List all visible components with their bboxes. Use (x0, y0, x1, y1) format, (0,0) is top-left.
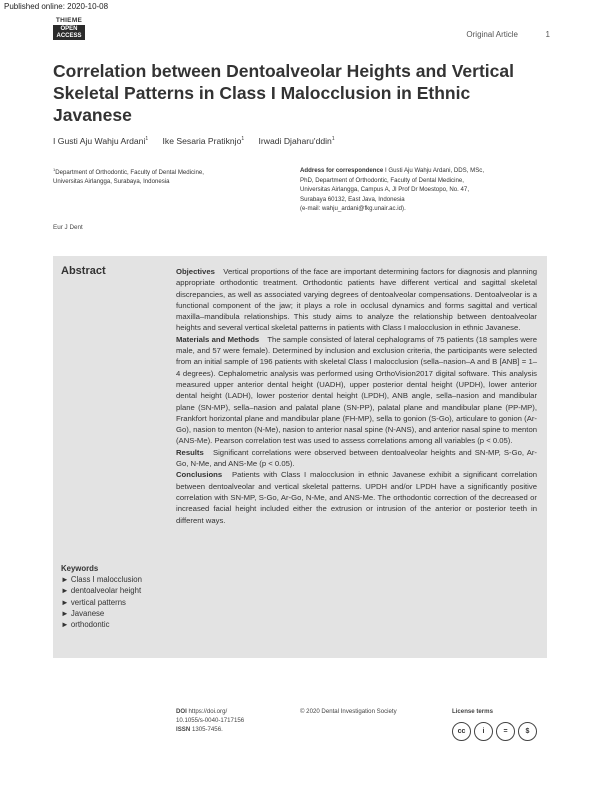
abstract-results (176, 447, 537, 470)
author-affiliation-marker: 1 (145, 136, 149, 143)
issn-label: ISSN (176, 726, 191, 733)
keyword-item: ► orthodontic (61, 620, 110, 630)
doi-id[interactable]: 10.1055/s-0040-1717156 (176, 717, 245, 724)
doi-label: DOI (176, 708, 187, 715)
cc-nd-icon: = (496, 722, 515, 741)
published-online-date: Published online: 2020-10-08 (4, 2, 109, 11)
cc-icon: cc (452, 722, 471, 741)
keyword-item: ► dentoalveolar height (61, 586, 142, 596)
license-block (452, 707, 537, 741)
thieme-open-access-logo[interactable] (53, 17, 85, 40)
correspondence-line: PhD, Department of Orthodontic, Faculty of Dental Medicine, (300, 176, 464, 184)
journal-abbreviation: Eur J Dent (53, 224, 83, 231)
license-icons[interactable] (452, 722, 537, 741)
abstract-panel (53, 256, 547, 658)
objectives-heading: Objectives (176, 267, 215, 276)
author-name[interactable]: Ike Sesaria Pratiknjo (162, 136, 242, 146)
affiliation-line: Universitas Airlangga, Surabaya, Indonesia (53, 177, 170, 185)
keywords-heading: Keywords (61, 564, 99, 573)
correspondence-address (300, 166, 546, 214)
keyword-item: ► Javanese (61, 608, 105, 618)
keyword-item: ► vertical patterns (61, 597, 126, 607)
abstract-conclusions (176, 469, 537, 525)
cc-by-icon: i (474, 722, 493, 741)
author-list (53, 136, 335, 146)
correspondence-email[interactable]: (e-mail: wahju_ardani@fkg.unair.ac.id). (300, 205, 406, 212)
abstract-heading: Abstract (61, 265, 106, 277)
methods-heading: Materials and Methods (176, 334, 260, 344)
logo-open-access-badge (53, 25, 85, 40)
keyword-item: ► Class I malocclusion (61, 575, 142, 585)
correspondence-line: Surabaya 60132, East Java, Indonesia (300, 195, 405, 203)
copyright-notice: © 2020 Dental Investigation Society (300, 708, 397, 715)
conclusions-text: Patients with Class I malocclusion in ethnic Javanese exhibit a significant correlation between dentoalveolar and vertical skeletal patterns. UPDH and/or LPDH have a significantly positive correlation with SN-MP, S-Go, Ar-Go, N-Me, and ANS-Me. The orthodontic correction of the decreased or increased facial height included either the extrusion or intrusion of the anterior or posterior teeth in different ways. (176, 470, 538, 525)
doi-url[interactable]: https://doi.org/ (188, 708, 228, 715)
affiliation-marker: 1 (53, 167, 56, 172)
correspondence-line: Universitas Airlangga, Campus A, Jl Prof Dr Moestopo, No. 47, (300, 186, 470, 193)
logo-publisher-name: THIEME (55, 17, 83, 24)
abstract-body (176, 266, 537, 526)
author-name[interactable]: Irwadi Djaharu'ddin (258, 136, 332, 146)
author-affiliation-marker: 1 (331, 136, 335, 143)
methods-text: The sample consisted of lateral cephalograms of 75 patients (18 samples were male, and 57 were female). Determined by inclusion and exclusion criteria, the participants were selected from an initial sample of 196 patients with skeletal Class I malocclusion (sella–nasion–A and B [ANB] = 1–4 degrees). Cephalometric analysis was performed using OrthoVision2017 digital software. This analysis measured upper anterior dental height (UADH), upper posterior dental height (UPDH), lower anterior dental height (LADH), lower posterior dental height (LPDH), ANB angle, sella–nasion and mandibular plane (SN-MP), sella–nasion and palatal plane (SN-PP), palatal plane and mandibular plane (PP-MP), Frankfort horizontal plane and mandibular plane (FH-MP), sella to gonion (S-Go), articulare to gonion (Ar-Go), nasion to menton (N-Me), nasion to anterior nasal spine (N-ANS), and anterior nasal spine to menton (ANS-Me). Pearson correlation test was used to assess correlations among all variables (p < 0.05). (176, 334, 537, 446)
author-name[interactable]: I Gusti Aju Wahju Ardani (53, 136, 146, 146)
issn-value: 1305-7456. (191, 726, 223, 733)
license-heading: License terms (452, 708, 493, 715)
logo-access-text: ACCESS (56, 32, 82, 39)
affiliation-line: Department of Orthodontic, Faculty of Dental Medicine, (55, 169, 204, 177)
logo-open-text: OPEN (60, 26, 78, 32)
correspondence-label: Address for correspondence (300, 167, 384, 174)
doi-block (176, 707, 244, 734)
page-number: 1 (545, 30, 550, 39)
results-text: Significant correlations were observed between dentoalveolar heights and SN-MP, S-Go, Ar-Go, N-Me, and ANS-Me (p < 0.05). (176, 447, 537, 469)
cc-nc-icon: $ (518, 722, 537, 741)
objectives-text: Vertical proportions of the face are important determining factors for diagnosis and planning appropriate orthodontic treatment. Orthodontic patients have different vertical and sagittal skeletal discrepancies, as well as associated varying degrees of dentoalveolar compensations. Dentoalveolar is a functional component of the jaw; it plays a role in occlusal dynamics and forms sagittal and vertical maxilla–mandibula relationships. This study aims to analyze the relationship between dentoalveolar heights and several vertical skeletal patterns in patients with Class I malocclusion in ethnic Javanese. (176, 267, 537, 333)
keywords-list (61, 563, 142, 630)
conclusions-heading: Conclusions (176, 470, 223, 480)
correspondence-line: I Gusti Aju Wahju Ardani, DDS, MSc, (385, 167, 485, 174)
abstract-objectives (176, 266, 537, 334)
results-heading: Results (176, 447, 204, 457)
abstract-methods (176, 334, 537, 447)
affiliation (53, 166, 273, 186)
article-title: Correlation between Dentoalveolar Heights and Vertical Skeletal Patterns in Class I Malocclusion in Ethnic Javanese (53, 61, 514, 125)
article-type: Original Article (466, 30, 518, 39)
author-affiliation-marker: 1 (241, 136, 245, 143)
